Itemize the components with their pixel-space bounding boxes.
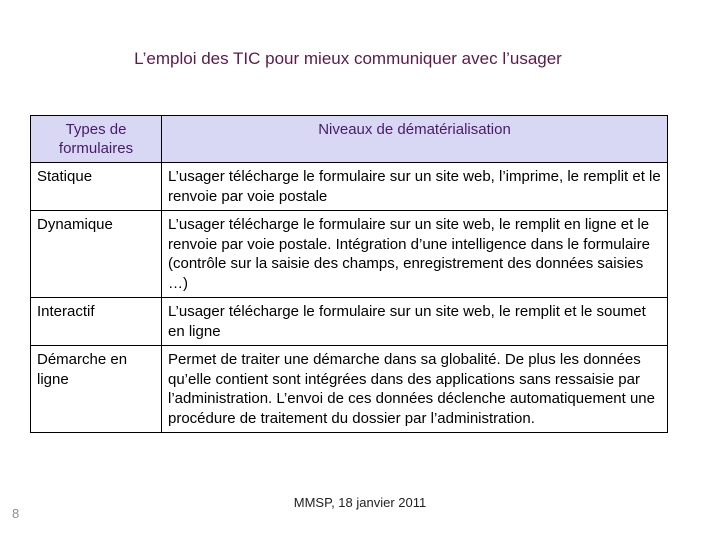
row-description-cell: L’usager télécharge le formulaire sur un site web, l’imprime, le remplit et le renvoie par voie postale — [162, 163, 668, 211]
forms-table — [30, 115, 668, 433]
row-type-cell: Statique — [31, 163, 162, 211]
table-header-row — [31, 116, 668, 163]
row-description-cell: L’usager télécharge le formulaire sur un site web, le remplit et le soumet en ligne — [162, 298, 668, 346]
header-dematerialization-levels: Niveaux de dématérialisation — [162, 116, 668, 163]
table-row — [31, 163, 668, 211]
row-description-cell: L’usager télécharge le formulaire sur un site web, le remplit en ligne et le renvoie par voie postale. Intégration d’une intelligence dans le formulaire (contrôle sur la saisie des champs, enregistrement des données saisies …) — [162, 211, 668, 298]
table-row — [31, 211, 668, 298]
row-type-cell: Démarche en ligne — [31, 346, 162, 433]
table-row — [31, 346, 668, 433]
slide-title: L’emploi des TIC pour mieux communiquer avec l’usager — [134, 49, 562, 68]
row-description-cell: Permet de traiter une démarche dans sa globalité. De plus les données qu’elle contient sont intégrées dans des applications sans ressaisie par l’administration. L’envoi de ces données déclenche automatiquement une procédure de traitement du dossier par l’administration. — [162, 346, 668, 433]
header-form-types: Types de formulaires — [31, 116, 162, 163]
table-row — [31, 298, 668, 346]
row-type-cell: Dynamique — [31, 211, 162, 298]
row-type-cell: Interactif — [31, 298, 162, 346]
slide-number: 8 — [12, 506, 20, 521]
footer-text: MMSP, 18 janvier 2011 — [293, 495, 427, 510]
